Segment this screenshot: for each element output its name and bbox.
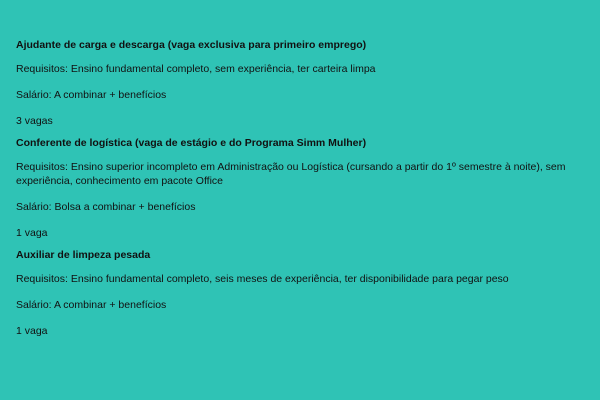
job-requirements: Requisitos: Ensino fundamental completo, seis meses de experiência, ter disponibilidade para pegar peso [16,273,509,285]
job-openings: 1 vaga [16,325,48,337]
job-title: Auxiliar de limpeza pesada [16,249,151,261]
job-title: Ajudante de carga e descarga (vaga exclusiva para primeiro emprego) [16,39,367,51]
job-listings [16,38,596,338]
job-openings: 1 vaga [16,227,48,239]
job-title: Conferente de logística (vaga de estágio e do Programa Simm Mulher) [16,137,367,149]
job-salary: Salário: A combinar + benefícios [16,299,167,311]
job-salary: Salário: A combinar + benefícios [16,89,167,101]
job-entry [16,136,596,240]
job-entry [16,38,596,128]
job-openings: 3 vagas [16,115,53,127]
job-salary: Salário: Bolsa a combinar + benefícios [16,201,196,213]
job-requirements: Requisitos: Ensino superior incompleto em Administração ou Logística (cursando a partir do 1º semestre à noite), sem experiência, conhecimento em pacote Office [16,161,566,187]
job-entry [16,248,596,338]
job-requirements: Requisitos: Ensino fundamental completo, sem experiência, ter carteira limpa [16,63,376,75]
